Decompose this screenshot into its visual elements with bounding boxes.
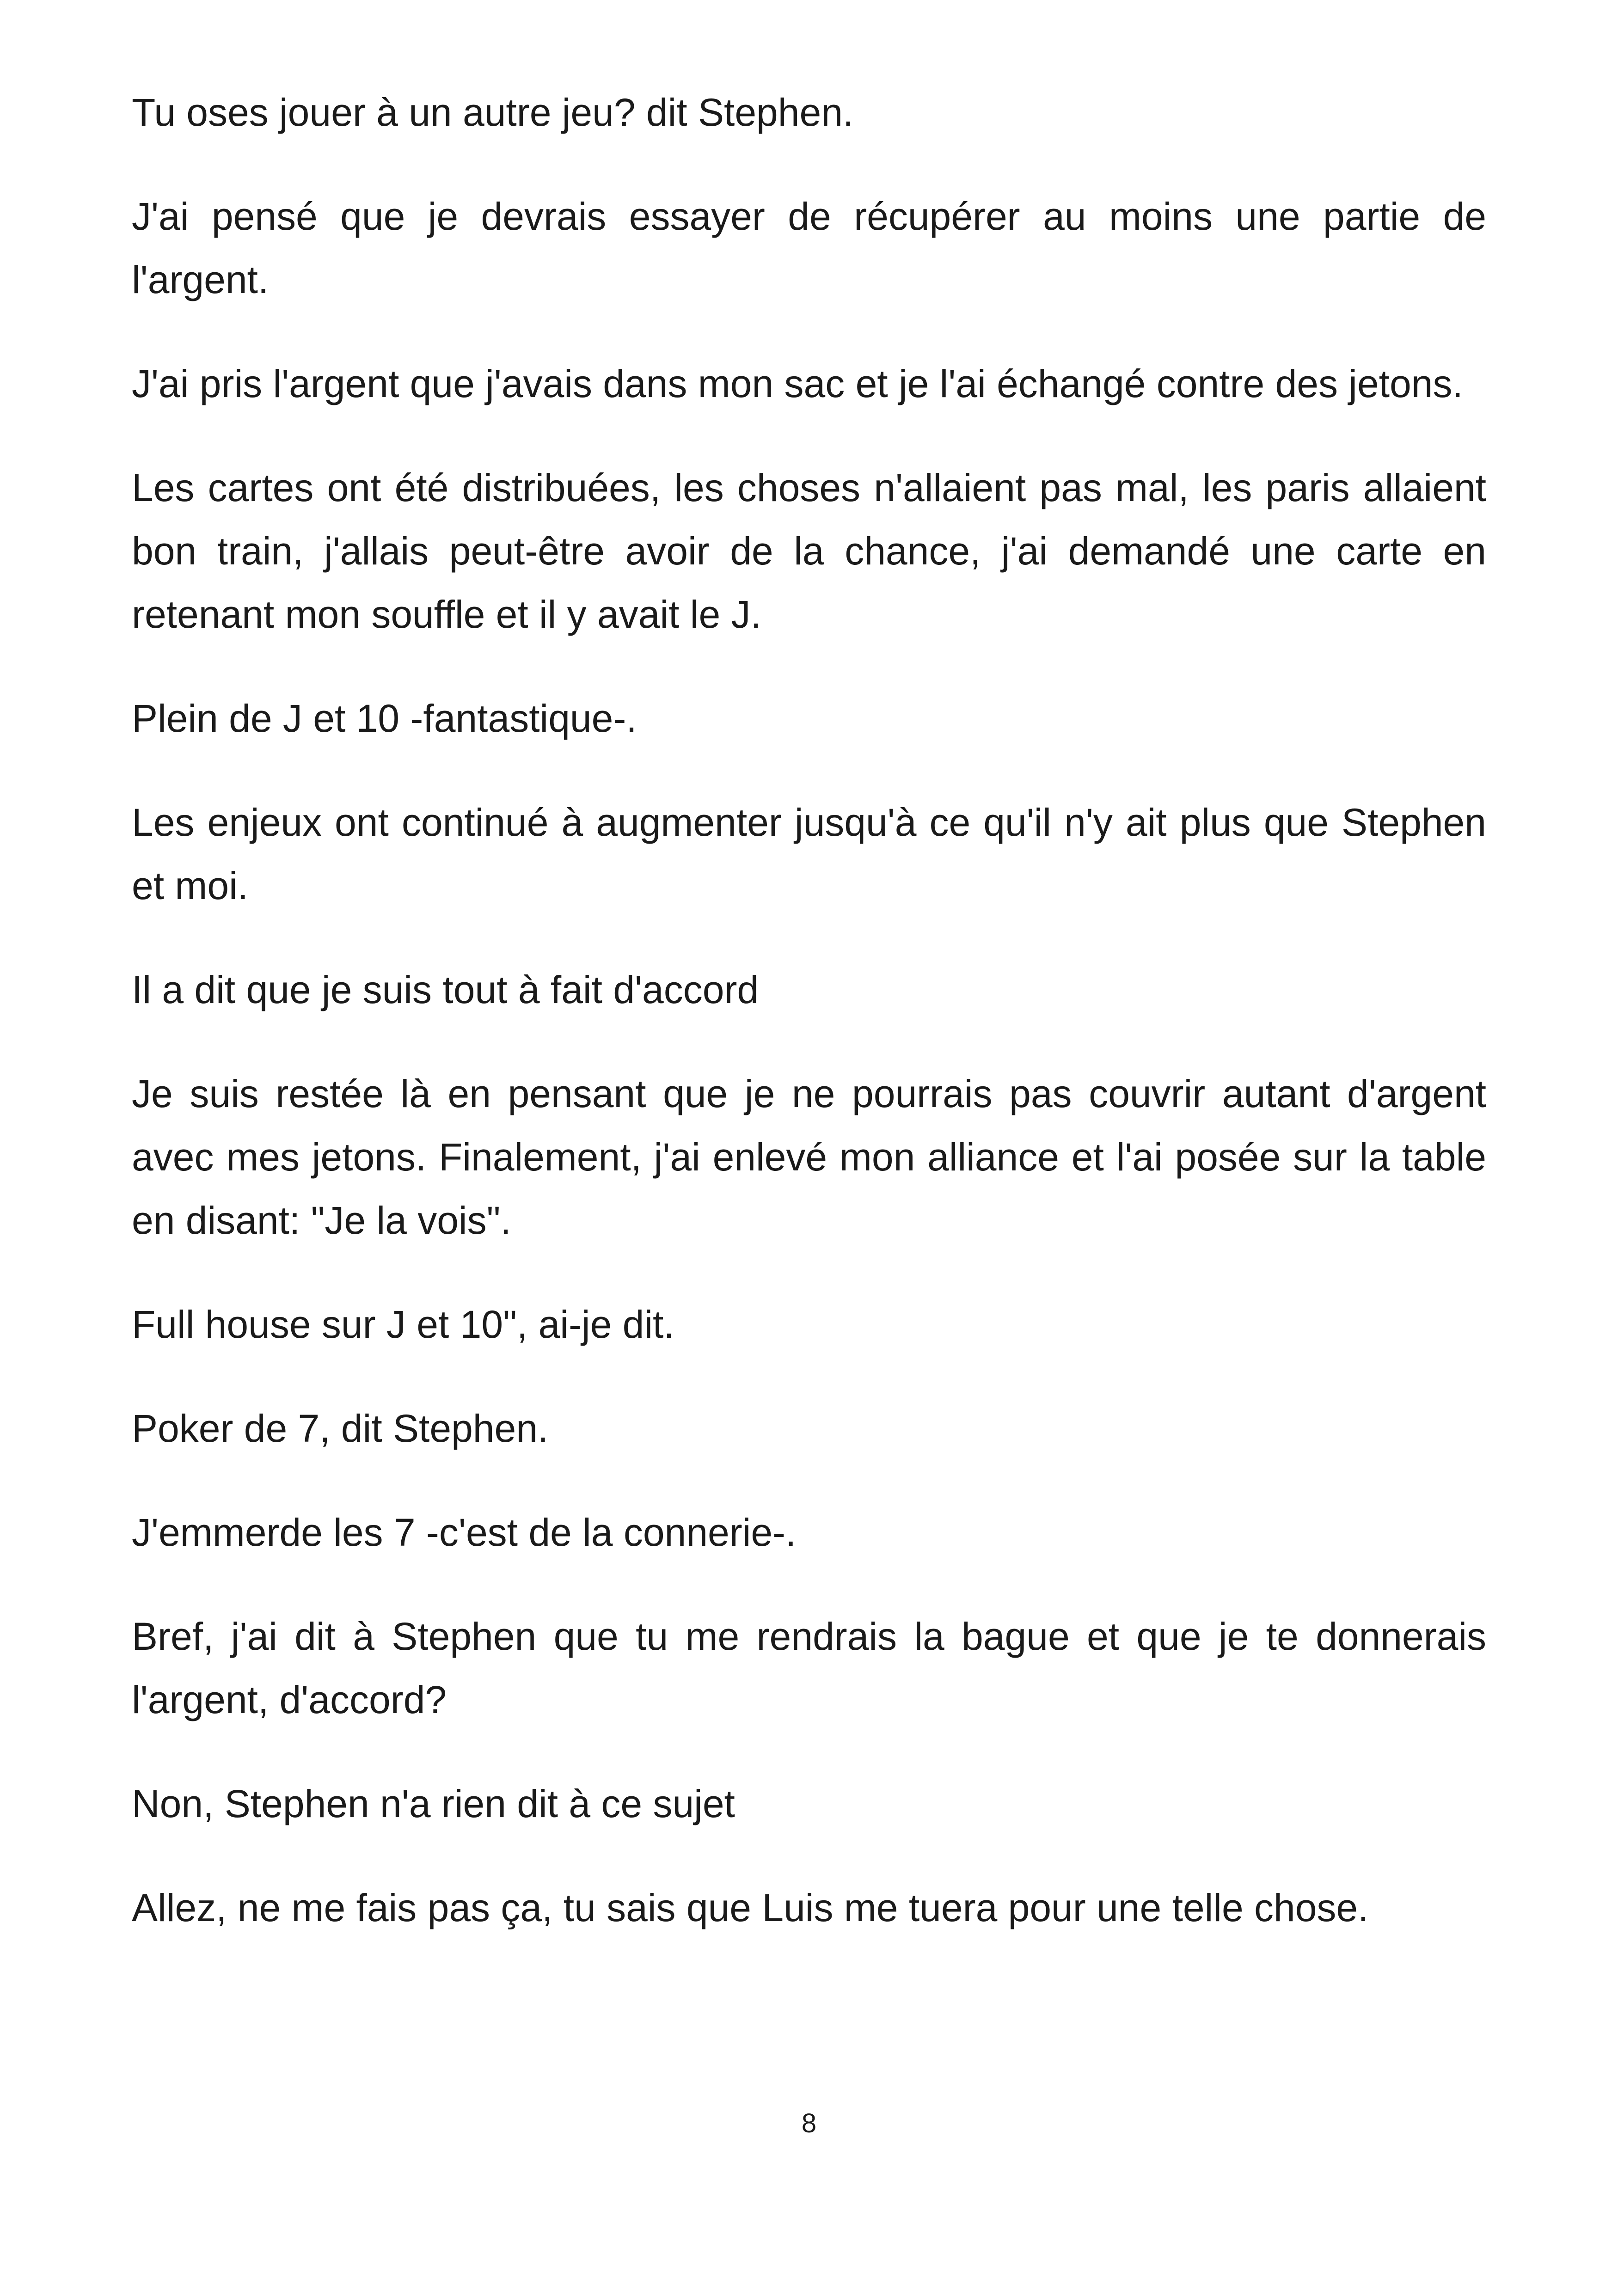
paragraph: J'ai pensé que je devrais essayer de récupérer au moins une partie de l'argent. [132,195,1486,301]
paragraph: Bref, j'ai dit à Stephen que tu me rendrais la bague et que je te donnerais l'argent, d'accord? [132,1615,1486,1721]
paragraph: Les enjeux ont continué à augmenter jusqu'à ce qu'il n'y ait plus que Stephen et moi. [132,801,1486,907]
paragraph: Plein de J et 10 -fantastique-. [132,697,637,740]
paragraph: Je suis restée là en pensant que je ne pourrais pas couvrir autant d'argent avec mes jetons. Finalement, j'ai enlevé mon alliance et l'ai posée sur la table en disant: "Je la vois". [132,1072,1486,1242]
paragraph: Full house sur J et 10", ai-je dit. [132,1303,674,1346]
paragraph: Il a dit que je suis tout à fait d'accord [132,968,759,1011]
paragraph: Tu oses jouer à un autre jeu? dit Stephen. [132,91,854,134]
paragraph: Poker de 7, dit Stephen. [132,1407,549,1450]
paragraph: Les cartes ont été distribuées, les choses n'allaient pas mal, les paris allaient bon train, j'allais peut-être avoir de la chance, j'ai demandé une carte en retenant mon souffle et il y avait le J. [132,466,1486,636]
body-text [132,81,1486,1980]
paragraph: Non, Stephen n'a rien dit à ce sujet [132,1782,735,1825]
paragraph: J'emmerde les 7 -c'est de la connerie-. [132,1511,797,1554]
paragraph: Allez, ne me fais pas ça, tu sais que Luis me tuera pour une telle chose. [132,1886,1369,1929]
page-number: 8 [801,2108,817,2138]
paragraph: J'ai pris l'argent que j'avais dans mon sac et je l'ai échangé contre des jetons. [132,362,1463,405]
